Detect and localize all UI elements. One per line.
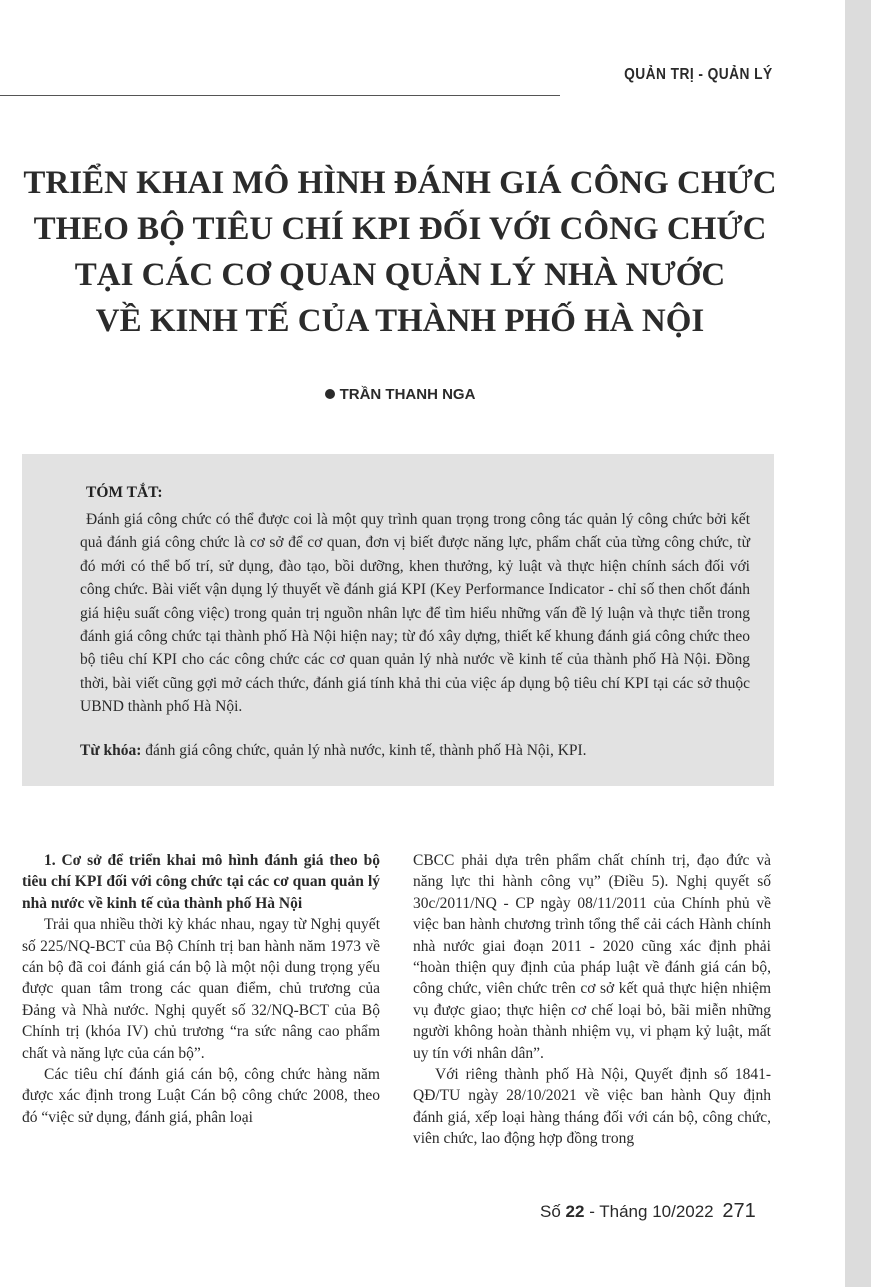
paragraph: Các tiêu chí đánh giá cán bộ, công chức hàng năm được xác định trong Luật Cán bộ công chức 2008, theo đó “việc sử dụng, đánh giá, phân loại — [22, 1066, 380, 1126]
title-line: TẠI CÁC CƠ QUAN QUẢN LÝ NHÀ NƯỚC — [74, 257, 726, 293]
section-label: QUẢN TRỊ - QUẢN LÝ — [624, 66, 773, 83]
page-number: 271 — [722, 1200, 756, 1222]
body-column-right — [413, 850, 771, 1150]
issue-number: 22 — [565, 1202, 585, 1221]
keywords-label: Từ khóa: — [80, 742, 142, 759]
body-column-left — [22, 850, 380, 1128]
title-line: VỀ KINH TẾ CỦA THÀNH PHỐ HÀ NỘI — [95, 303, 705, 339]
title-line: THEO BỘ TIÊU CHÍ KPI ĐỐI VỚI CÔNG CHỨC — [33, 211, 767, 247]
bullet-icon — [325, 389, 335, 399]
keywords-text: đánh giá công chức, quản lý nhà nước, kinh tế, thành phố Hà Nội, KPI. — [145, 742, 587, 759]
issue-label: Số — [540, 1202, 561, 1221]
paragraph: Với riêng thành phố Hà Nội, Quyết định số 1841-QĐ/TU ngày 28/10/2021 về việc ban hành Quy định đánh giá, xếp loại hàng tháng đối với cán bộ, công chức, viên chức, lao động hợp đồng trong — [413, 1066, 771, 1148]
author-name: TRẦN THANH NGA — [339, 386, 476, 403]
author-byline — [0, 386, 800, 403]
abstract-text: Đánh giá công chức có thể được coi là một quy trình quan trọng trong công tác quản lý công chức bởi kết quả đánh giá công chức là cơ sở để cơ quan, đơn vị biết được năng lực, phẩm chất của từng công chức, từ đó mới có thể bố trí, sử dụng, đào tạo, bồi dưỡng, khen thưởng, kỷ luật và thực hiện chính sách đối với công chức. Bài viết vận dụng lý thuyết về đánh giá KPI (Key Performance Indicator - chỉ số then chốt đánh giá hiệu suất công việc) trong quản trị nguồn nhân lực để tìm hiểu những vấn đề lý luận và thực tiễn trong đánh giá công chức tại thành phố Hà Nội hiện nay; từ đó xây dựng, thiết kế khung đánh giá công chức theo bộ tiêu chí KPI cho các công chức các cơ quan quản lý nhà nước về kinh tế của thành phố Hà Nội. Đồng thời, bài viết cũng gợi mở cách thức, đánh giá tính khả thi của việc áp dụng bộ tiêu chí KPI tại các sở thuộc UBND thành phố Hà Nội. — [80, 511, 750, 716]
paragraph: Trải qua nhiều thời kỳ khác nhau, ngay từ Nghị quyết số 225/NQ-BCT của Bộ Chính trị ban hành năm 1973 về cán bộ đã coi đánh giá cán bộ là một nội dung trọng yếu được quan tâm trong các quan điểm, chủ trương của Đảng và Nhà nước. Nghị quyết số 32/NQ-BCT của Bộ Chính trị (khóa IV) chủ trương “ra sức nâng cao phẩm chất và năng lực của cán bộ”. — [22, 916, 380, 1062]
page-footer — [540, 1200, 756, 1223]
abstract-body — [80, 508, 750, 719]
abstract-heading: TÓM TẮT: — [86, 484, 163, 501]
title-line: TRIỂN KHAI MÔ HÌNH ĐÁNH GIÁ CÔNG CHỨC — [23, 165, 777, 201]
paragraph: CBCC phải dựa trên phẩm chất chính trị, đạo đức và năng lực thi hành công vụ” (Điều 5). Nghị quyết số 30c/2011/NQ - CP ngày 08/11/2011 của Chính phủ về việc ban hành chương trình tổng thể cải cách Hành chính nhà nước giai đoạn 2011 - 2020 cũng xác định phải “hoàn thiện quy định của pháp luật về đánh giá cán bộ, công chức, viên chức trên cơ sở kết quả thực hiện nhiệm vụ được giao; thực hiện cơ chế loại bỏ, bãi miễn những người không hoàn thành nhiệm vụ, vi phạm kỷ luật, mất uy tín với nhân dân”. — [413, 852, 771, 1062]
keywords — [80, 742, 760, 760]
page-edge-strip — [845, 0, 871, 1287]
section-heading: 1. Cơ sở để triển khai mô hình đánh giá theo bộ tiêu chí KPI đối với công chức tại các cơ quan quản lý nhà nước về kinh tế của thành phố Hà Nội — [22, 852, 380, 912]
issue-date: - Tháng 10/2022 — [589, 1202, 714, 1221]
article-title — [20, 160, 780, 344]
header-rule — [0, 95, 560, 96]
